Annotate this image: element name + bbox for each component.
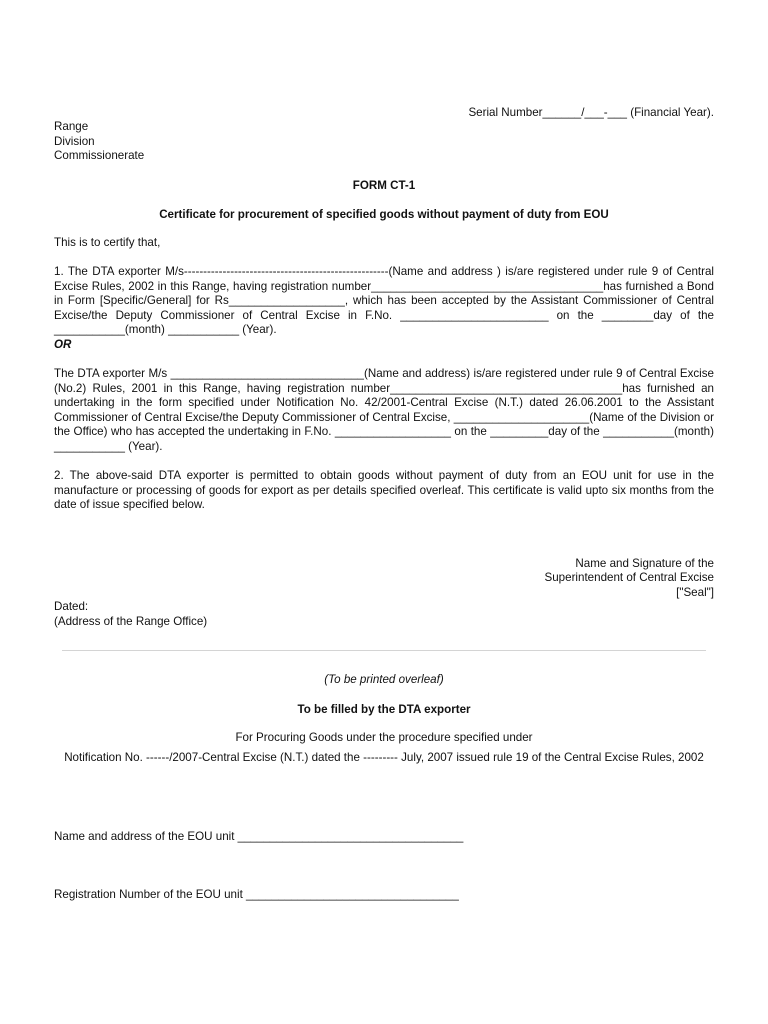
dated-label: Dated: <box>54 600 89 613</box>
paragraph-1: 1. The DTA exporter M/s-----------------------------------------------------(Name and address ) is/are registered under rule 9 of Central Excise Rules, 2002 in this Range, having registration number____________________________________has furnished a Bond in Form [Specific/General] for Rs__________________, which has been accepted by the Assistant Commissioner of Central Excise/the Deputy Commissioner of Central Excise in F.No. _______________________ on the ________day of the ___________(month) ___________ (Year). <box>54 265 714 337</box>
or-label: OR <box>54 338 72 351</box>
signature-line-1: Name and Signature of the <box>575 557 714 570</box>
division-label: Division <box>54 135 95 148</box>
form-subtitle: Certificate for procurement of specified goods without payment of duty from EOU <box>159 208 609 221</box>
procedure-text: For Procuring Goods under the procedure specified under <box>235 731 533 744</box>
intro-text: This is to certify that, <box>54 236 161 249</box>
commissionerate-label: Commissionerate <box>54 149 145 162</box>
eou-name-field: Name and address of the EOU unit ___________________________________ <box>54 830 464 843</box>
seal-label: ["Seal"] <box>676 586 714 599</box>
range-office-address: (Address of the Range Office) <box>54 615 208 628</box>
paragraph-2: 2. The above-said DTA exporter is permitted to obtain goods without payment of duty from an EOU unit for use in the manufacture or processing of goods for export as per details specified overleaf. This certificate is valid upto six months from the date of issue specified below. <box>54 469 714 512</box>
page-divider <box>62 650 706 651</box>
eou-registration-field: Registration Number of the EOU unit _________________________________ <box>54 888 459 901</box>
notification-text: Notification No. ------/2007-Central Excise (N.T.) dated the --------- July, 2007 issued rule 19 of the Central Excise Rules, 2002 <box>64 751 704 764</box>
overleaf-heading: To be filled by the DTA exporter <box>297 703 471 716</box>
signature-line-2: Superintendent of Central Excise <box>544 571 714 584</box>
overleaf-note: (To be printed overleaf) <box>324 673 444 686</box>
range-label: Range <box>54 120 89 133</box>
paragraph-alternate: The DTA exporter M/s ______________________________(Name and address) is/are registered under rule 9 of Central Excise (No.2) Rules, 2001 in this Range, having registration number____________________________________has furnished an undertaking in the form specified under Notification No. 42/2001-Central Excise (N.T.) dated 26.06.2001 to the Assistant Commissioner of Central Excise/the Deputy Commissioner of Central Excise, _____________________(Name of the Division or the Office) who has accepted the undertaking in F.No. __________________ on the _________day of the ___________(month) ___________ (Year). <box>54 367 714 453</box>
serial-number: Serial Number______/___-___ (Financial Year). <box>468 106 714 119</box>
form-title: FORM CT-1 <box>352 179 416 192</box>
